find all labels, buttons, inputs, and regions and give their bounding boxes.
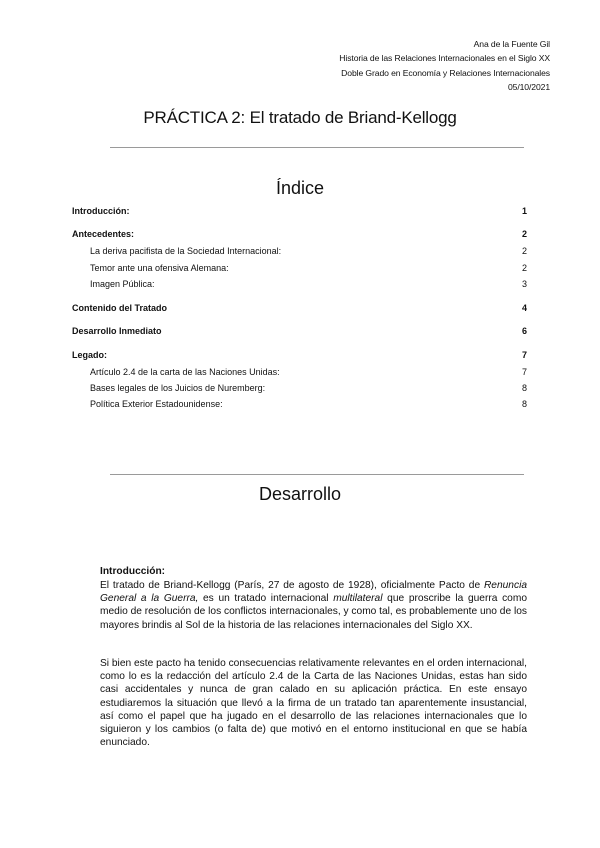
toc-entry-page: 3	[521, 279, 527, 289]
title-divider	[110, 147, 524, 148]
toc-entry-label: Temor ante una ofensiva Alemana:	[90, 263, 229, 273]
author-name: Ana de la Fuente Gil	[473, 39, 550, 49]
toc-entry-label: Desarrollo Inmediato	[72, 326, 162, 336]
paragraph-1-italic-pact-name: Renuncia General a la Guerra,	[100, 580, 527, 605]
toc-entry-politica-exterior[interactable]	[72, 399, 527, 413]
toc-entry-label: Antecedentes:	[72, 229, 135, 239]
toc-entry-deriva-pacifista[interactable]	[72, 246, 527, 260]
toc-entry-label: La deriva pacifista de la Sociedad Internacional:	[90, 246, 282, 256]
toc-entry-page: 4	[521, 303, 527, 313]
paragraph-1-text: El tratado de Briand-Kellogg (París, 27 de agosto de 1928), oficialmente Pacto de	[100, 580, 484, 591]
document-date: 05/10/2021	[507, 81, 550, 92]
toc-entry-label: Artículo 2.4 de la carta de las Naciones Unidas:	[90, 367, 280, 377]
index-divider	[110, 474, 524, 475]
toc-entry-label: Bases legales de los Juicios de Nuremberg:	[90, 383, 266, 393]
toc-entry-introduccion[interactable]	[72, 206, 527, 220]
toc-entry-page: 2	[521, 229, 527, 239]
toc-entry-imagen-publica[interactable]	[72, 279, 527, 293]
toc-entry-label: Política Exterior Estadounidense:	[90, 399, 223, 409]
toc-entry-page: 2	[521, 246, 527, 256]
toc-entry-temor-ofensiva[interactable]	[72, 263, 527, 277]
toc-entry-contenido[interactable]	[72, 303, 527, 317]
toc-entry-label: Legado:	[72, 350, 107, 360]
paragraph-1-text: que proscribe la guerra como medio de resolución de los conflictos internacionales, y como tal, es probablemente uno de los mayores brindis al Sol de la historia de las relaciones internacionales del Siglo XX.	[100, 593, 527, 631]
degree-name: Doble Grado en Economía y Relaciones Internacionales	[341, 67, 550, 78]
toc-entry-label: Introducción:	[72, 206, 130, 216]
toc-entry-page: 8	[521, 383, 527, 393]
document-title: PRÁCTICA 2: El tratado de Briand-Kellogg	[143, 108, 457, 127]
toc-entry-page: 6	[521, 326, 527, 336]
toc-entry-antecedentes[interactable]	[72, 229, 527, 243]
document-header	[339, 37, 550, 94]
toc-entry-articulo-2-4[interactable]	[72, 367, 527, 381]
toc-entry-legado[interactable]	[72, 350, 527, 364]
toc-entry-desarrollo-inmediato[interactable]	[72, 326, 527, 340]
course-name: Historia de las Relaciones Internacionales en el Siglo XX	[339, 53, 550, 64]
toc-entry-label: Contenido del Tratado	[72, 303, 168, 313]
index-heading: Índice	[275, 178, 325, 198]
paragraph-2: Si bien este pacto ha tenido consecuencias relativamente relevantes en el orden internacional, como lo es la redacción del artículo 2.4 de la Carta de las Naciones Unidas, estas han sido casi accidentales y nunca de gran calado en su aplicación práctica. En este ensayo estudiaremos la situación que llevó a la firma de un tratado tan aparentemente insustancial, así como el papel que ha jugado en el desarrollo de las relaciones internacionales que lo siguieron y los cambios (o falta de) que motivó en el entorno institucional en que se había enunciado.	[100, 658, 528, 749]
toc-entry-page: 1	[521, 206, 527, 216]
paragraph-1-italic-multilateral: multilateral	[333, 593, 383, 605]
toc-entry-nuremberg[interactable]	[72, 383, 527, 397]
toc-entry-page: 2	[521, 263, 527, 273]
toc-entry-page: 7	[521, 350, 527, 360]
paragraph-1-text: es un tratado internacional	[198, 593, 334, 605]
paragraph-1	[100, 579, 527, 632]
toc-entry-label: Imagen Pública:	[90, 279, 155, 289]
introduction-heading: Introducción:	[100, 566, 166, 577]
toc-entry-page: 7	[521, 367, 527, 377]
development-heading: Desarrollo	[258, 484, 342, 504]
toc-entry-page: 8	[521, 399, 527, 409]
